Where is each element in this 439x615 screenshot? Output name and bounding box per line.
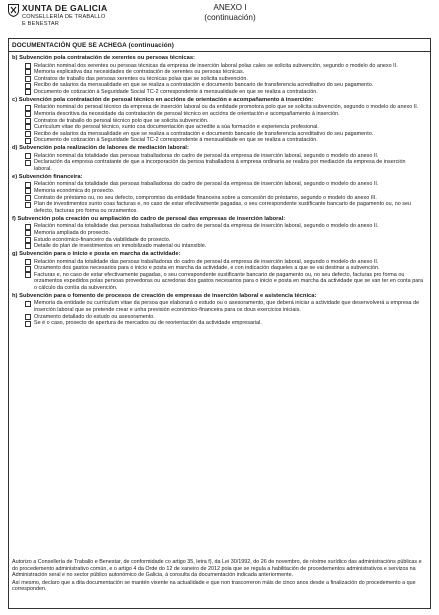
section <box>12 174 426 214</box>
document-item-label: Memoria ampliada do proxecto. <box>34 229 111 236</box>
document-checkbox[interactable] <box>25 259 31 265</box>
document-item <box>25 69 424 76</box>
section <box>12 293 426 327</box>
document-item <box>25 265 424 272</box>
annex-subtitle: (continuación) <box>204 12 256 22</box>
document-item <box>25 181 424 188</box>
document-checkbox[interactable] <box>25 182 31 188</box>
document-item <box>25 201 424 214</box>
document-item-label: Recibo de salarios da mensualidade en que se realiza a contratación e documento bancario de transferencia acreditativo do seu pagamento. <box>34 82 374 89</box>
document-checkbox[interactable] <box>25 131 31 137</box>
authorization-text <box>12 559 426 594</box>
document-item <box>25 259 424 266</box>
document-item-label: Contratos de traballo das persoas xerentes ou técnicas polas que se solicita subvención. <box>34 75 248 82</box>
document-item <box>25 63 424 70</box>
title-divider <box>9 51 430 52</box>
logo-title: XUNTA DE GALICIA <box>22 3 108 13</box>
document-item-label: Memoria da entidade ou curriculum vitae da persoa que elaborará o estudo ou o asesoramento, que deberá iniciar a actividade que desenvolverá a empresa de inserción laboral que se pretende crear e unha previsión económico-financeira para os dous exercicios iniciais. <box>34 300 420 314</box>
section-heading: d) Subvención pola realización de labores de mediación laboral: <box>12 145 189 152</box>
document-checkbox[interactable] <box>25 69 31 75</box>
document-item-label: Relación nominal dos xerentes ou persoas técnicas da empresa de inserción laboral polas cales se solicita subvención, segundo o modelo do anexo II. <box>34 62 398 69</box>
document-item <box>25 76 424 83</box>
sections-container <box>12 55 426 328</box>
document-item-label: Declaración da empresa contratante de que a incorporación da persoa traballadora á empresa ordinaria se realiza por mediación da empresa de inserción laboral. <box>34 159 406 172</box>
document-item-label: Orzamento dos gastos necesarios para o inicio e posta en marcha da actividade, e con indicación daqueles a que se vai destinar a subvención. <box>34 265 380 272</box>
document-item-label: Orzamento detallado do estudo ou asesoramento. <box>34 313 155 320</box>
section-heading: b) Subvención pola contratación de xerentes ou persoas técnicas: <box>12 55 195 61</box>
document-checkbox[interactable] <box>25 243 31 249</box>
document-checkbox[interactable] <box>25 138 31 144</box>
document-item <box>25 237 424 244</box>
document-item-label: Relación nominal da totalidade das persoas traballadoras do cadro de persoal da empresa de inserción laboral, segundo o modelo do anexo II. <box>34 181 379 188</box>
document-item <box>25 272 424 292</box>
logo-subtitle-1: CONSELLERÍA DE TRABALLO <box>22 14 106 20</box>
document-checkbox[interactable] <box>25 314 31 320</box>
document-item-label: Plan de investimentos xunto coas facturas e, no caso de estar efectivamente pagadas, o seu correspondente xustificante bancario de pagamento ou, no seu defecto, facturas pro forma ou orzamentos. <box>34 201 412 214</box>
annex-heading <box>190 3 270 22</box>
authorization-paragraph: Autorizo a Consellería de Traballo e Benestar, de conformidade co artigo 35, letra f), da Lei 30/1992, do 26 de novembro, de réxime xurídico das administracións públicas e do procedemento administrativo común, e o artigo 4 da Orde do 12 de xaneiro de 2012 pola que se regula a habilitación de procedementos administrativos e servizos na Administración xeral e no sector público autonómico de Galicia, á consulta da documentación indicada anteriormente. <box>12 559 422 579</box>
xunta-logo <box>8 3 158 33</box>
document-item-label: Relación nominal do persoal técnico da empresa de inserción laboral ou da entidade promotora polo que se solicita subvención, segundo o modelo do anexo II. <box>34 104 419 111</box>
document-item <box>25 159 424 172</box>
document-item <box>25 131 424 138</box>
document-checkbox[interactable] <box>25 63 31 69</box>
document-checkbox[interactable] <box>25 160 31 166</box>
document-checkbox[interactable] <box>25 321 31 327</box>
document-checkbox[interactable] <box>25 111 31 117</box>
document-checkbox[interactable] <box>25 237 31 243</box>
document-item-label: Estudo económico-financeiro da viabilidade do proxecto. <box>34 236 171 243</box>
document-checkbox[interactable] <box>25 76 31 82</box>
document-item-label: Memoria explicativa das necesidades de contratación de xerentes ou persoas técnicas. <box>34 69 245 76</box>
document-item <box>25 230 424 237</box>
document-item-label: Curriculum vitae do persoal técnico, xunto coa documentación que acredite a súa formación e experiencia profesional. <box>34 124 319 131</box>
document-item-label: Facturas e, no caso de estar efectivamente pagadas, o seu correspondente xustificante bancario de pagamento ou, no seu defecto, facturas pro forma ou orzamentos expedidos polas persoas provedoras ou acredoras dos gastos necesarios para o inicio e posta en marcha da actividade que se van ter en conta para o cálculo da contía da subvención. <box>34 271 424 291</box>
document-item <box>25 223 424 230</box>
section <box>12 216 426 250</box>
document-item <box>25 314 424 321</box>
document-checkbox[interactable] <box>25 202 31 208</box>
document-item <box>25 124 424 131</box>
document-item-label: Relación nominal da totalidade das persoas traballadoras do cadro de persoal da empresa de inserción laboral, segundo o modelo do anexo II. <box>34 152 379 159</box>
document-item-label: Contrato de préstamo ou, no seu defecto, compromiso da entidade financeira sobre a concesión do préstamo, segundo o modelo do anexo III. <box>34 194 377 201</box>
document-checkbox[interactable] <box>25 124 31 130</box>
document-item-label: Memoria económica do proxecto. <box>34 188 115 195</box>
xunta-emblem-icon <box>8 4 19 17</box>
document-checkbox[interactable] <box>25 272 31 278</box>
document-checkbox[interactable] <box>25 266 31 272</box>
document-item <box>25 89 424 96</box>
section-heading: g) Subvención para o inicio e posta en marcha da actividade: <box>12 251 181 258</box>
document-item-label: Relación nominal da totalidade das persoas traballadoras do cadro de persoal da empresa de inserción laboral, segundo o modelo do anexo II. <box>34 223 379 230</box>
document-checkbox[interactable] <box>25 301 31 307</box>
annex-title: ANEXO I <box>213 3 247 12</box>
header <box>8 3 432 37</box>
section-heading: f) Subvención pola creación ou ampliación do cadro de persoal das empresas de inserción laboral: <box>12 215 286 222</box>
document-item <box>25 82 424 89</box>
document-checkbox[interactable] <box>25 105 31 111</box>
section-heading: h) Subvención para o fomento de procesos de creación de empresas de inserción laboral e asistencia técnica: <box>12 292 317 299</box>
section-heading: e) Subvención financeira: <box>12 173 83 180</box>
document-item <box>25 320 424 327</box>
document-item-label: Recibo de salarios da mensualidade en que se realiza a contratación e documento bancario de transferencia acreditativo do seu pagamento. <box>34 130 374 137</box>
document-checkbox[interactable] <box>25 118 31 124</box>
document-checkbox[interactable] <box>25 89 31 95</box>
document-item-label: Documento de cotización á Seguridade Social TC-2 correspondente á mensualidade en que se realiza a contratación. <box>34 137 318 144</box>
document-checkbox[interactable] <box>25 83 31 89</box>
document-item <box>25 153 424 160</box>
document-item <box>25 300 424 313</box>
document-item <box>25 243 424 250</box>
document-item-label: Memoria descritiva da necesidade da contratación de persoal técnico en accións de orientación e acompañamento á inserción. <box>34 110 340 117</box>
document-item <box>25 137 424 144</box>
document-checkbox[interactable] <box>25 230 31 236</box>
document-item-label: Relación nominal da totalidade das persoas traballadoras do cadro de persoal da empresa de inserción laboral, segundo o modelo do anexo II. <box>34 258 379 265</box>
document-checkbox[interactable] <box>25 188 31 194</box>
document-item <box>25 188 424 195</box>
documentation-frame <box>8 38 431 609</box>
document-item <box>25 111 424 118</box>
document-item <box>25 118 424 125</box>
section-heading: c) Subvención pola contratación de persoal técnico en accións de orientación e acompañamento á inserción: <box>12 96 314 103</box>
declaration-paragraph: Así mesmo, declaro que a dita documentación se mantén vixente na actualidade e que non trascorreron máis de cinco anos desde a finalización do procedemento a que corresponden. <box>12 579 416 593</box>
document-item <box>25 104 424 111</box>
document-item-label: Contratos de traballo do persoal técnico polo que se solicita subvención. <box>34 117 209 124</box>
document-checkbox[interactable] <box>25 224 31 230</box>
section <box>12 55 426 95</box>
document-item <box>25 195 424 202</box>
document-item-label: Detalle do plan de investimentos en inmobilizado material ou intanxible. <box>34 243 207 250</box>
section <box>12 251 426 291</box>
document-checkbox[interactable] <box>25 153 31 159</box>
section <box>12 97 426 144</box>
documentation-title: DOCUMENTACIÓN QUE SE ACHEGA (continuación) <box>12 42 174 49</box>
section <box>12 145 426 172</box>
document-item-label: Documento de cotización á Seguridade Social TC-2 correspondente á mensualidade en que se realiza a contratación. <box>34 88 318 95</box>
document-checkbox[interactable] <box>25 195 31 201</box>
logo-subtitle-2: E BENESTAR <box>22 21 60 27</box>
document-item-label: Se é o caso, proxecto de apertura de mercados ou de reorientación da actividade empresarial. <box>34 320 262 327</box>
